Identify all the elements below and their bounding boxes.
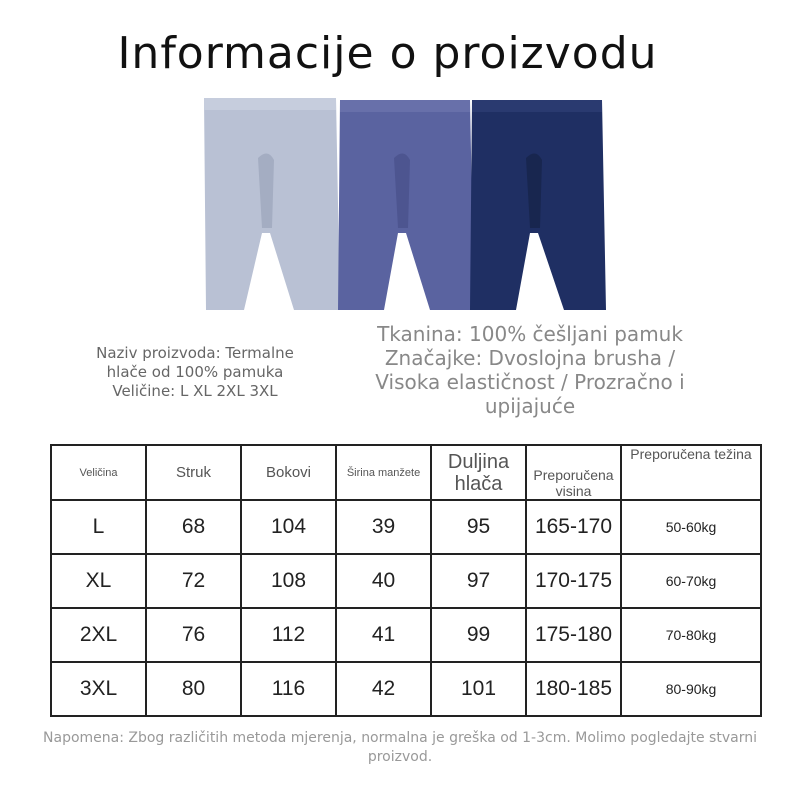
table-cell: 39 [336, 500, 431, 554]
features-info-end: upijajuće [484, 394, 576, 418]
features-info: Značajke: Dvoslojna brusha / [384, 346, 676, 370]
header-size: Veličina [51, 445, 146, 500]
product-sizes: Veličine: L XL 2XL 3XL [112, 382, 278, 400]
table-cell: 95 [431, 500, 526, 554]
table-cell: 170-175 [526, 554, 621, 608]
table-cell: 165-170 [526, 500, 621, 554]
table-cell: 116 [241, 662, 336, 716]
size-table [50, 444, 762, 717]
table-cell: 108 [241, 554, 336, 608]
product-info-left [90, 344, 300, 401]
table-row [51, 662, 761, 716]
table-cell: 101 [431, 662, 526, 716]
table-cell: 80 [146, 662, 241, 716]
table-cell: 97 [431, 554, 526, 608]
table-cell: 175-180 [526, 608, 621, 662]
table-cell: 41 [336, 608, 431, 662]
product-info-right [360, 322, 700, 418]
table-row [51, 608, 761, 662]
table-cell: 70-80kg [621, 608, 761, 662]
table-row [51, 554, 761, 608]
header-waist: Struk [146, 445, 241, 500]
table-cell: 68 [146, 500, 241, 554]
table-cell: 104 [241, 500, 336, 554]
product-name: Naziv proizvoda: Termalne [96, 344, 294, 362]
table-cell: 80-90kg [621, 662, 761, 716]
header-hips: Bokovi [241, 445, 336, 500]
table-cell: 60-70kg [621, 554, 761, 608]
table-cell: XL [51, 554, 146, 608]
features-info-cont: Visoka elastičnost / Prozračno i [375, 370, 685, 394]
table-header-row [51, 445, 761, 500]
table-cell: 180-185 [526, 662, 621, 716]
table-cell: 112 [241, 608, 336, 662]
header-pants-length: Duljina hlača [431, 445, 526, 500]
pants-blue [338, 100, 474, 310]
table-cell: 3XL [51, 662, 146, 716]
header-recommended-height: Preporučena visina [526, 445, 621, 500]
table-cell: 2XL [51, 608, 146, 662]
table-cell: 40 [336, 554, 431, 608]
table-cell: 42 [336, 662, 431, 716]
table-cell: L [51, 500, 146, 554]
table-cell: 99 [431, 608, 526, 662]
header-recommended-weight: Preporučena težina [621, 445, 761, 500]
product-image-pants [198, 98, 608, 312]
fabric-info: Tkanina: 100% češljani pamuk [377, 322, 683, 346]
table-row [51, 500, 761, 554]
table-cell: 50-60kg [621, 500, 761, 554]
pants-navy [470, 100, 606, 310]
header-cuff-width: Širina manžete [336, 445, 431, 500]
measurement-note: Napomena: Zbog različitih metoda mjerenja, normalna je greška od 1-3cm. Molimo pogledajte stvarni proizvod. [43, 730, 757, 765]
table-cell: 72 [146, 554, 241, 608]
product-name-cont: hlače od 100% pamuka [106, 363, 284, 381]
page-title: Informacije o proizvodu [117, 28, 658, 79]
table-cell: 76 [146, 608, 241, 662]
pants-grey [204, 98, 340, 310]
